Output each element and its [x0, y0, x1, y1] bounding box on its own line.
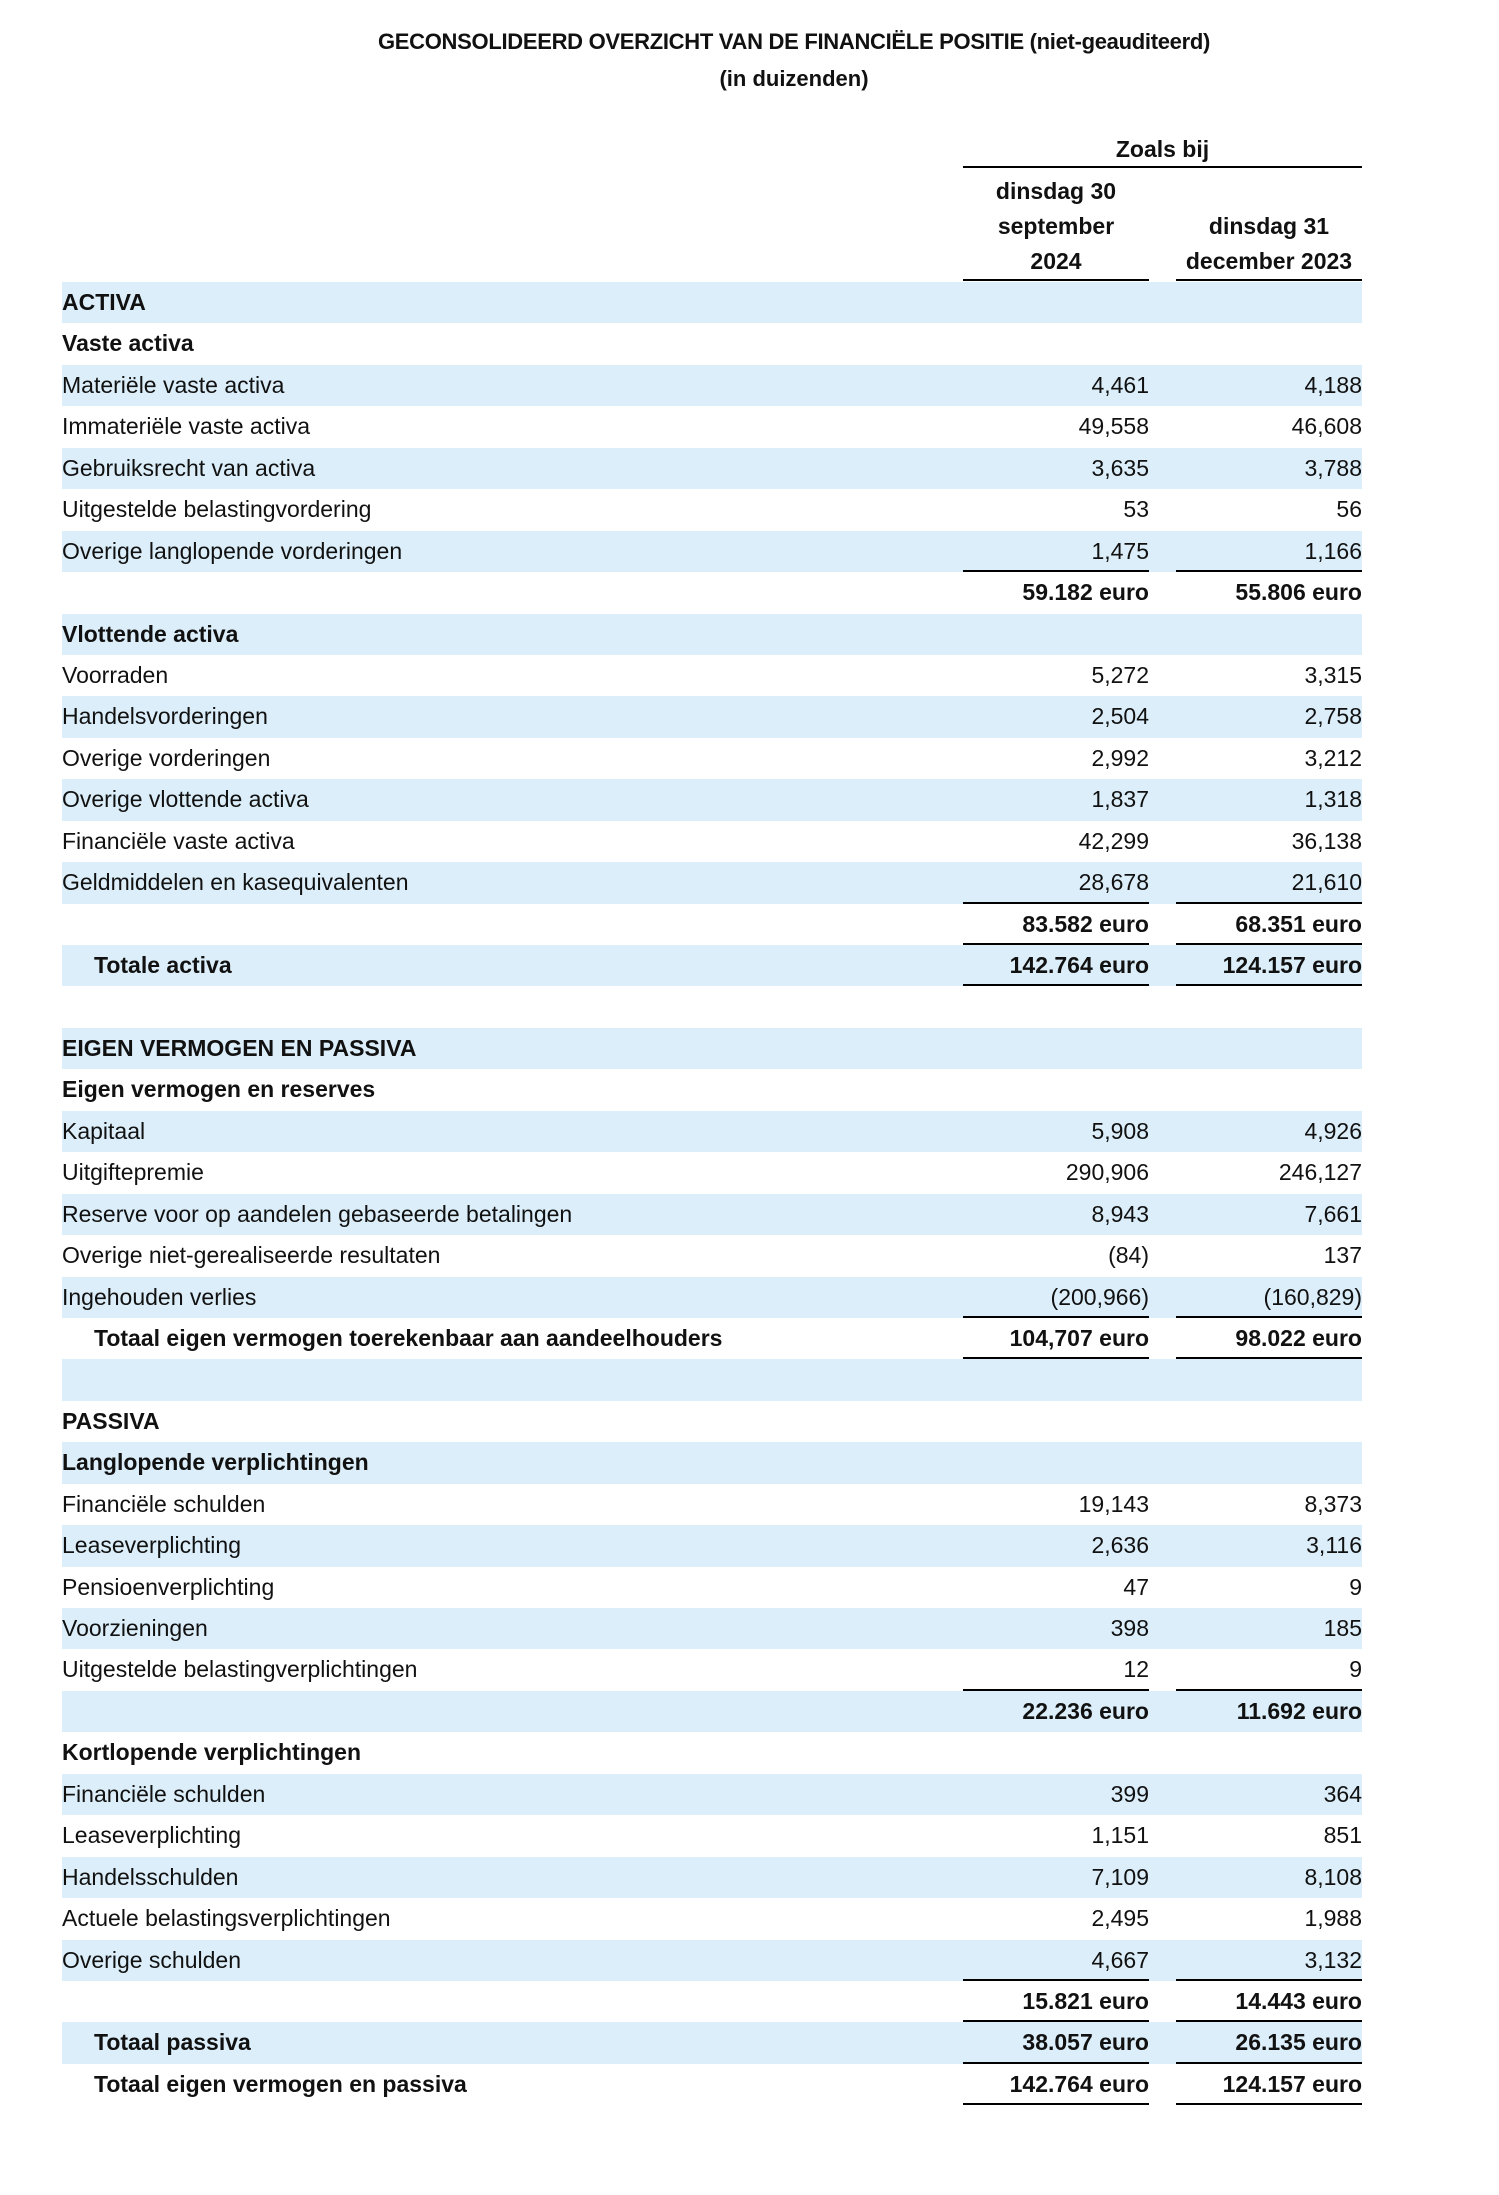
- subtotal-langlopende-verplichtingen: [62, 1691, 1362, 1732]
- value-2023: 9: [1349, 1573, 1362, 1600]
- row-label: Leaseverplichting: [62, 1822, 242, 1849]
- value-2023: 851: [1323, 1822, 1362, 1849]
- row-label: Financiële schulden: [62, 1490, 266, 1517]
- value-2023: 21,610: [1176, 862, 1362, 903]
- value-2024: 2,992: [1091, 744, 1149, 771]
- value-2024: 2,636: [1091, 1532, 1149, 1559]
- row-label: Uitgestelde belastingverplichtingen: [62, 1656, 418, 1683]
- value-2023: 185: [1323, 1615, 1362, 1641]
- value-2023: 56: [1336, 496, 1362, 523]
- subtotal-value-2023: 11.692 euro: [1236, 1697, 1362, 1724]
- value-2023: 46,608: [1291, 413, 1362, 440]
- row-label: Ingehouden verlies: [62, 1283, 257, 1310]
- subsection-label: Eigen vermogen en reserves: [62, 1076, 376, 1103]
- table-row: [62, 1815, 1362, 1856]
- table-row: [62, 1194, 1362, 1235]
- subtotal-value-2023: 14.443 euro: [1176, 1981, 1362, 2022]
- table-row: [62, 1152, 1362, 1193]
- subtotal-value-2024: 22.236 euro: [1022, 1697, 1149, 1724]
- blank-row: [62, 986, 1362, 1027]
- subtotal-vaste-activa: [62, 572, 1362, 613]
- table-row: [62, 821, 1362, 862]
- value-2024: 1,837: [1091, 786, 1149, 813]
- value-2023: 2,758: [1304, 703, 1362, 730]
- subsection-langlopende-verplichtingen: [62, 1442, 1362, 1483]
- value-2024: 5,272: [1091, 661, 1149, 688]
- section-passiva: [62, 1401, 1362, 1442]
- value-2023: (160,829): [1176, 1277, 1362, 1318]
- row-label: Voorzieningen: [62, 1615, 208, 1641]
- value-2024: 7,109: [1091, 1863, 1149, 1890]
- column-header-2023-line: dinsdag 31: [1208, 213, 1330, 239]
- value-2023: 9: [1176, 1649, 1362, 1690]
- row-label: Leaseverplichting: [62, 1532, 242, 1559]
- value-2024: 398: [1110, 1615, 1149, 1641]
- row-label: Overige schulden: [62, 1946, 241, 1973]
- blank-row: [62, 1359, 1362, 1400]
- value-2023: 1,166: [1176, 531, 1362, 572]
- value-2024: 19,143: [1078, 1490, 1149, 1517]
- table-row: [62, 738, 1362, 779]
- row-label: Uitgestelde belastingvordering: [62, 496, 372, 523]
- value-2024: 2,495: [1091, 1905, 1149, 1932]
- row-label: Overige vlottende activa: [62, 786, 309, 813]
- section-activa: [62, 282, 1362, 323]
- row-label: Overige vorderingen: [62, 744, 271, 771]
- table-row: [62, 1898, 1362, 1939]
- table-row: [62, 406, 1362, 447]
- value-2023: 3,788: [1304, 454, 1362, 481]
- table-row: [62, 489, 1362, 530]
- value-2024: 290,906: [1065, 1159, 1149, 1186]
- subtotal-value-2023: 55.806 euro: [1235, 579, 1362, 606]
- value-2024: 49,558: [1078, 413, 1149, 440]
- value-2023: 8,373: [1304, 1490, 1362, 1517]
- table-row: [62, 1857, 1362, 1898]
- section-label: PASSIVA: [62, 1407, 160, 1434]
- table-row: [62, 1649, 1362, 1690]
- row-label: Pensioenverplichting: [62, 1573, 275, 1600]
- subsection-vaste-activa: [62, 323, 1362, 364]
- table-row: [62, 1608, 1362, 1649]
- subtotal-vlottende-activa: [62, 904, 1362, 945]
- value-2024: (84): [1108, 1242, 1149, 1269]
- row-label: Uitgiftepremie: [62, 1159, 204, 1186]
- table-row: [62, 448, 1362, 489]
- value-2024: 4,667: [963, 1940, 1149, 1981]
- column-header-2024-line: september: [997, 213, 1115, 239]
- value-2023: 36,138: [1291, 827, 1362, 854]
- subsection-label: Langlopende verplichtingen: [62, 1449, 369, 1476]
- total-value-2023: 124.157 euro: [1176, 945, 1362, 986]
- value-2023: 246,127: [1278, 1159, 1362, 1186]
- balance-sheet-table: [62, 282, 1362, 2105]
- column-header-2023: [1176, 209, 1362, 281]
- value-2024: 28,678: [963, 862, 1149, 903]
- total-label: Totaal passiva: [94, 2029, 251, 2056]
- value-2024: 399: [1110, 1780, 1149, 1807]
- subtotal-value-2024: 83.582 euro: [963, 904, 1149, 945]
- row-label: Reserve voor op aandelen gebaseerde betalingen: [62, 1200, 573, 1227]
- subsection-eigen-vermogen-en-reserves: [62, 1069, 1362, 1110]
- total-value-2024: 38.057 euro: [963, 2022, 1149, 2063]
- total-eigen-vermogen: [62, 1318, 1362, 1359]
- subtotal-value-2024: 59.182 euro: [1022, 579, 1149, 606]
- table-row: [62, 365, 1362, 406]
- total-activa: [62, 945, 1362, 986]
- row-label: Gebruiksrecht van activa: [62, 454, 316, 481]
- value-2023: 4,926: [1304, 1117, 1362, 1144]
- column-header-2024: [963, 174, 1149, 281]
- total-label: Totaal eigen vermogen en passiva: [94, 2070, 467, 2097]
- value-2024: 5,908: [1091, 1117, 1149, 1144]
- subtotal-value-2024: 15.821 euro: [963, 1981, 1149, 2022]
- table-row: [62, 862, 1362, 903]
- subsection-label: Vlottende activa: [62, 620, 239, 647]
- row-label: Handelsschulden: [62, 1863, 239, 1890]
- total-label: Totaal eigen vermogen toerekenbaar aan aandeelhouders: [94, 1324, 723, 1351]
- table-row: [62, 1940, 1362, 1981]
- value-2024: 1,475: [963, 531, 1149, 572]
- document-subtitle: (in duizenden): [719, 66, 869, 91]
- document-title: GECONSOLIDEERD OVERZICHT VAN DE FINANCIËLE POSITIE (niet-geauditeerd): [377, 29, 1211, 54]
- value-2024: 47: [1123, 1573, 1149, 1600]
- row-label: Kapitaal: [62, 1117, 146, 1144]
- row-label: Financiële vaste activa: [62, 827, 295, 854]
- column-header-2023-line: december 2023: [1185, 248, 1353, 274]
- table-row: [62, 1484, 1362, 1525]
- value-2023: 3,132: [1176, 1940, 1362, 1981]
- value-2023: 1,988: [1304, 1905, 1362, 1932]
- column-group-header: Zoals bij: [963, 133, 1362, 168]
- value-2023: 4,188: [1304, 371, 1362, 398]
- row-label: Materiële vaste activa: [62, 371, 285, 398]
- value-2023: 8,108: [1304, 1863, 1362, 1890]
- total-value-2024: 104,707 euro: [963, 1318, 1149, 1359]
- row-label: Voorraden: [62, 661, 169, 688]
- total-value-2023: 26.135 euro: [1176, 2022, 1362, 2063]
- value-2024: (200,966): [963, 1277, 1149, 1318]
- row-label: Overige langlopende vorderingen: [62, 537, 403, 564]
- table-row: [62, 1774, 1362, 1815]
- value-2023: 364: [1323, 1780, 1362, 1807]
- value-2023: 137: [1323, 1242, 1362, 1269]
- total-value-2024: 142.764 euro: [963, 945, 1149, 986]
- total-value-2023: 98.022 euro: [1176, 1318, 1362, 1359]
- total-label: Totale activa: [94, 952, 232, 978]
- subsection-vlottende-activa: [62, 614, 1362, 655]
- total-eigen-vermogen-en-passiva: [62, 2064, 1362, 2105]
- value-2024: 53: [1123, 496, 1149, 523]
- total-passiva: [62, 2022, 1362, 2063]
- row-label: Financiële schulden: [62, 1780, 266, 1807]
- subtotal-value-2023: 68.351 euro: [1176, 904, 1362, 945]
- total-value-2023: 124.157 euro: [1176, 2064, 1362, 2105]
- value-2023: 3,212: [1304, 744, 1362, 771]
- subtotal-kortlopende-verplichtingen: [62, 1981, 1362, 2022]
- value-2024: 4,461: [1091, 371, 1149, 398]
- table-row: [62, 655, 1362, 696]
- row-label: Geldmiddelen en kasequivalenten: [62, 869, 409, 896]
- row-label: Handelsvorderingen: [62, 703, 268, 730]
- subsection-label: Kortlopende verplichtingen: [62, 1739, 362, 1766]
- section-label: EIGEN VERMOGEN EN PASSIVA: [62, 1034, 417, 1061]
- subsection-label: Vaste activa: [62, 330, 194, 357]
- value-2024: 1,151: [1091, 1822, 1149, 1849]
- value-2023: 1,318: [1304, 786, 1362, 813]
- value-2024: 2,504: [1091, 703, 1149, 730]
- value-2024: 12: [963, 1649, 1149, 1690]
- value-2023: 7,661: [1304, 1200, 1362, 1227]
- table-row: [62, 1111, 1362, 1152]
- column-header-2024-line: 2024: [1030, 248, 1082, 274]
- table-row: [62, 531, 1362, 572]
- value-2023: 3,116: [1306, 1532, 1362, 1559]
- subsection-kortlopende-verplichtingen: [62, 1732, 1362, 1773]
- table-row: [62, 779, 1362, 820]
- value-2023: 3,315: [1304, 661, 1362, 688]
- table-row: [62, 1235, 1362, 1276]
- column-header-2024-line: dinsdag 30: [995, 178, 1117, 204]
- table-row: [62, 1567, 1362, 1608]
- row-label: Immateriële vaste activa: [62, 413, 310, 440]
- value-2024: 8,943: [1091, 1200, 1149, 1227]
- section-eigen-vermogen-en-passiva: [62, 1028, 1362, 1069]
- table-row: [62, 1525, 1362, 1566]
- value-2024: 3,635: [1091, 454, 1149, 481]
- table-row: [62, 1277, 1362, 1318]
- section-label: ACTIVA: [62, 289, 146, 315]
- value-2024: 42,299: [1078, 827, 1149, 854]
- total-value-2024: 142.764 euro: [963, 2064, 1149, 2105]
- table-row: [62, 696, 1362, 737]
- row-label: Overige niet-gerealiseerde resultaten: [62, 1242, 441, 1269]
- row-label: Actuele belastingsverplichtingen: [62, 1905, 391, 1932]
